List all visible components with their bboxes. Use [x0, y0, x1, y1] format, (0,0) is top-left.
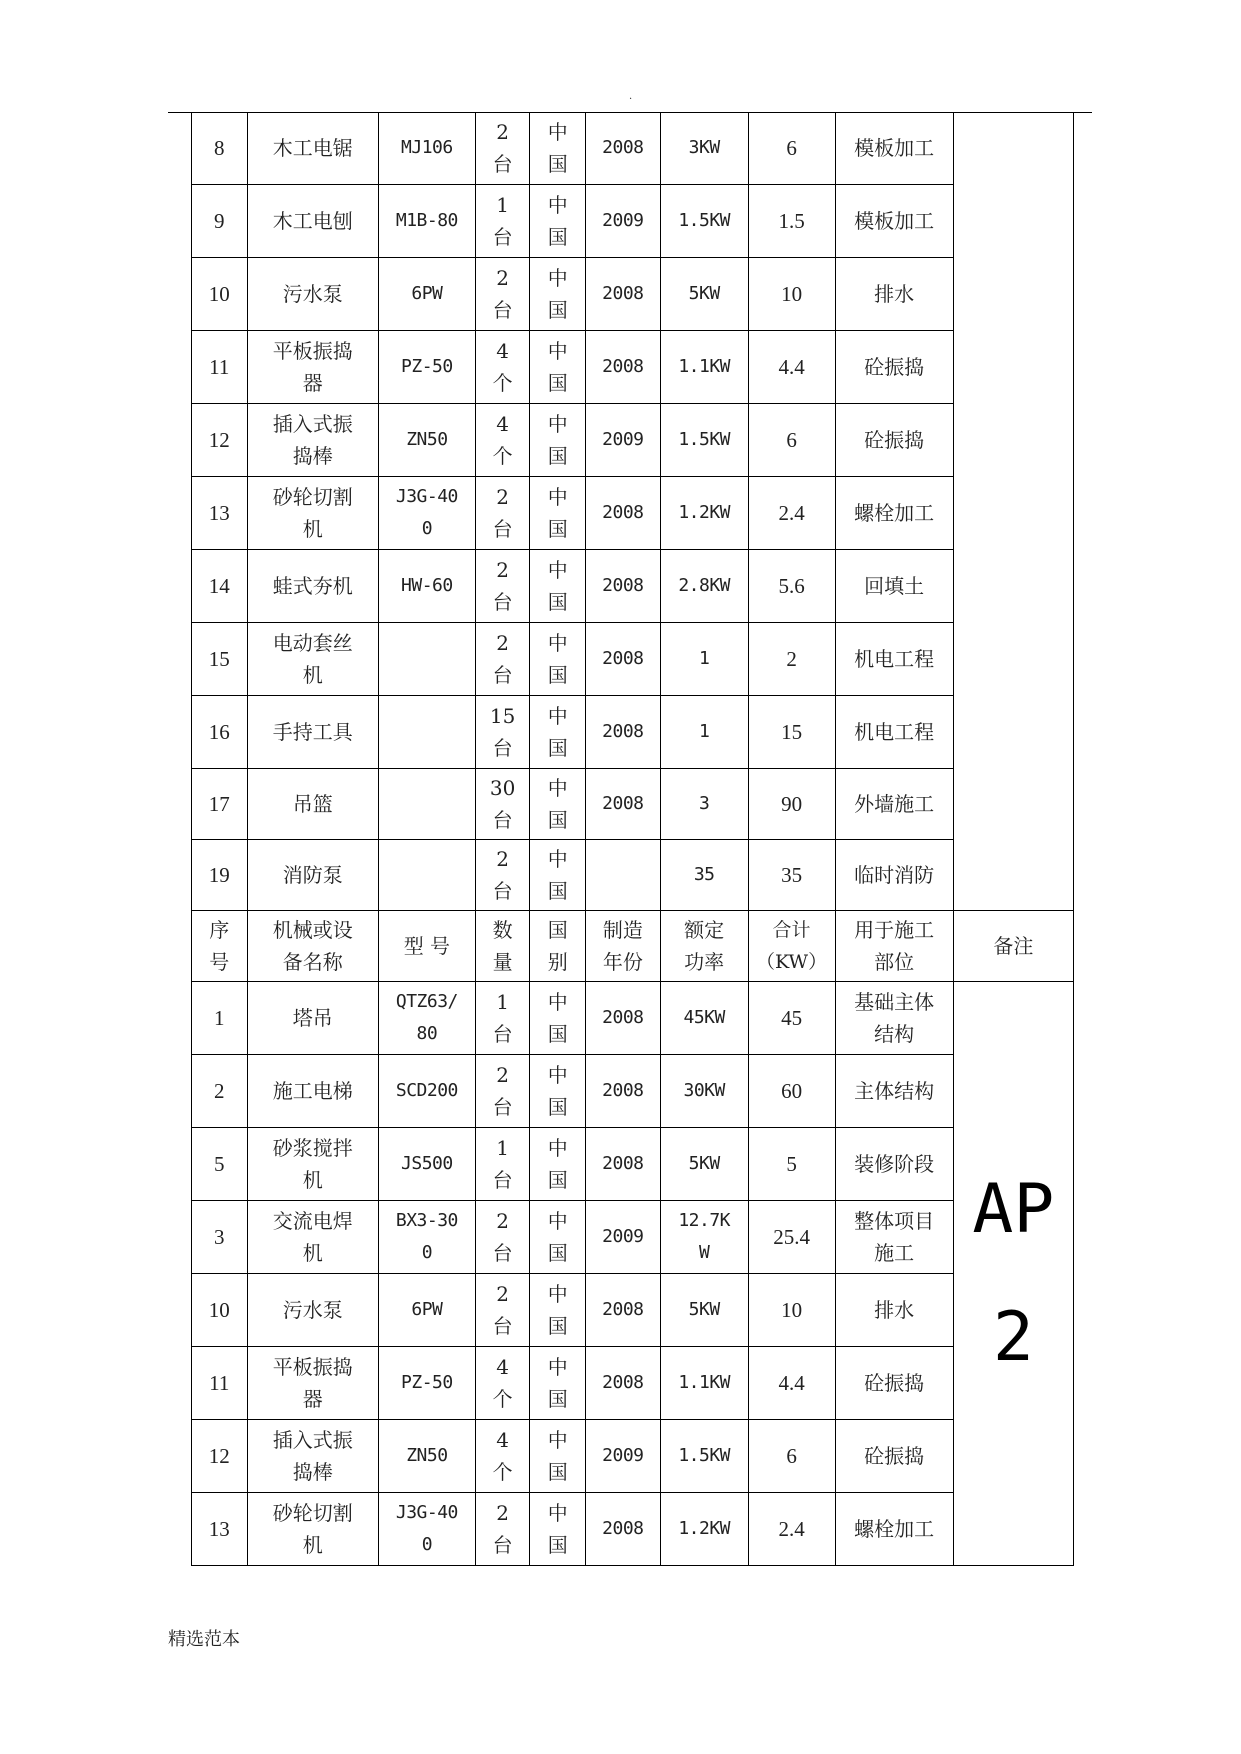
power-cell: 5KW — [660, 258, 748, 331]
total-kw-cell: 2.4 — [748, 477, 835, 550]
table-row — [192, 623, 1074, 696]
total-kw-cell: 2.4 — [748, 1493, 835, 1566]
country-cell: 中 国 — [530, 477, 586, 550]
equipment-name-cell: 污水泵 — [247, 1274, 378, 1347]
country-cell: 中 国 — [530, 1493, 586, 1566]
model-cell — [378, 769, 475, 840]
usage-cell: 整体项目 施工 — [835, 1201, 953, 1274]
quantity-cell: 2 台 — [475, 477, 530, 550]
total-kw-cell: 6 — [748, 404, 835, 477]
year-cell: 2008 — [585, 1055, 660, 1128]
column-header-row — [192, 911, 1074, 982]
table-row — [192, 1128, 1074, 1201]
usage-cell: 模板加工 — [835, 185, 953, 258]
model-cell: MJ106 — [378, 112, 475, 185]
usage-cell: 砼振捣 — [835, 404, 953, 477]
table-row — [192, 185, 1074, 258]
equipment-name-cell: 塔吊 — [247, 982, 378, 1055]
total-kw-cell: 45 — [748, 982, 835, 1055]
year-cell: 2009 — [585, 1201, 660, 1274]
seq-cell: 16 — [192, 696, 248, 769]
usage-cell: 机电工程 — [835, 623, 953, 696]
quantity-cell: 1 台 — [475, 1128, 530, 1201]
country-cell: 中 国 — [530, 623, 586, 696]
power-cell: 3 — [660, 769, 748, 840]
year-cell: 2008 — [585, 331, 660, 404]
header-seq: 序 号 — [192, 911, 248, 982]
country-cell: 中 国 — [530, 1128, 586, 1201]
power-cell: 1.5KW — [660, 185, 748, 258]
table-row — [192, 840, 1074, 911]
model-cell — [378, 623, 475, 696]
seq-cell: 9 — [192, 185, 248, 258]
year-cell: 2009 — [585, 1420, 660, 1493]
country-cell: 中 国 — [530, 1274, 586, 1347]
table-row — [192, 1493, 1074, 1566]
equipment-name-cell: 交流电焊 机 — [247, 1201, 378, 1274]
seq-cell: 17 — [192, 769, 248, 840]
usage-cell: 装修阶段 — [835, 1128, 953, 1201]
power-cell: 1.2KW — [660, 477, 748, 550]
year-cell: 2008 — [585, 769, 660, 840]
usage-cell: 回填土 — [835, 550, 953, 623]
year-cell: 2008 — [585, 258, 660, 331]
power-cell: 5KW — [660, 1128, 748, 1201]
country-cell: 中 国 — [530, 696, 586, 769]
country-cell: 中 国 — [530, 982, 586, 1055]
quantity-cell: 2 台 — [475, 623, 530, 696]
country-cell: 中 国 — [530, 404, 586, 477]
total-kw-cell: 1.5 — [748, 185, 835, 258]
country-cell: 中 国 — [530, 258, 586, 331]
usage-cell: 机电工程 — [835, 696, 953, 769]
seq-cell: 1 — [192, 982, 248, 1055]
column-header-section — [192, 911, 1074, 982]
table-row — [192, 769, 1074, 840]
model-cell: M1B-80 — [378, 185, 475, 258]
quantity-cell: 2 台 — [475, 550, 530, 623]
total-kw-cell: 6 — [748, 112, 835, 185]
quantity-cell: 4 个 — [475, 1420, 530, 1493]
seq-cell: 5 — [192, 1128, 248, 1201]
year-cell: 2008 — [585, 696, 660, 769]
total-kw-cell: 4.4 — [748, 1347, 835, 1420]
seq-cell: 13 — [192, 1493, 248, 1566]
power-cell: 1.5KW — [660, 404, 748, 477]
year-cell: 2008 — [585, 112, 660, 185]
equipment-name-cell: 吊篮 — [247, 769, 378, 840]
usage-cell: 螺栓加工 — [835, 1493, 953, 1566]
quantity-cell: 2 台 — [475, 1493, 530, 1566]
total-kw-cell: 4.4 — [748, 331, 835, 404]
power-cell: 3KW — [660, 112, 748, 185]
total-kw-cell: 35 — [748, 840, 835, 911]
model-cell — [378, 840, 475, 911]
usage-cell: 基础主体 结构 — [835, 982, 953, 1055]
table-row — [192, 477, 1074, 550]
header-country: 国 别 — [530, 911, 586, 982]
country-cell: 中 国 — [530, 769, 586, 840]
power-cell: 1 — [660, 696, 748, 769]
model-cell: JS500 — [378, 1128, 475, 1201]
country-cell: 中 国 — [530, 1201, 586, 1274]
usage-cell: 排水 — [835, 1274, 953, 1347]
seq-cell: 12 — [192, 404, 248, 477]
seq-cell: 2 — [192, 1055, 248, 1128]
power-cell: 5KW — [660, 1274, 748, 1347]
model-cell: ZN50 — [378, 404, 475, 477]
power-cell: 1.1KW — [660, 1347, 748, 1420]
year-cell: 2008 — [585, 477, 660, 550]
equipment-name-cell: 手持工具 — [247, 696, 378, 769]
quantity-cell: 4 个 — [475, 331, 530, 404]
country-cell: 中 国 — [530, 550, 586, 623]
model-cell: QTZ63/ 80 — [378, 982, 475, 1055]
model-cell: 6PW — [378, 258, 475, 331]
equipment-name-cell: 木工电刨 — [247, 185, 378, 258]
seq-cell: 10 — [192, 258, 248, 331]
year-cell: 2008 — [585, 1493, 660, 1566]
country-cell: 中 国 — [530, 1420, 586, 1493]
usage-cell: 主体结构 — [835, 1055, 953, 1128]
equipment-name-cell: 砂轮切割 机 — [247, 1493, 378, 1566]
header-total: 合计 （KW） — [748, 911, 835, 982]
power-cell: 35 — [660, 840, 748, 911]
quantity-cell: 15 台 — [475, 696, 530, 769]
header-use: 用于施工 部位 — [835, 911, 953, 982]
table-row — [192, 331, 1074, 404]
quantity-cell: 1 台 — [475, 982, 530, 1055]
seq-cell: 11 — [192, 1347, 248, 1420]
usage-cell: 砼振捣 — [835, 1420, 953, 1493]
seq-cell: 3 — [192, 1201, 248, 1274]
year-cell: 2008 — [585, 623, 660, 696]
equipment-name-cell: 砂浆搅拌 机 — [247, 1128, 378, 1201]
header-power: 额定 功率 — [660, 911, 748, 982]
power-cell: 1.2KW — [660, 1493, 748, 1566]
usage-cell: 砼振捣 — [835, 1347, 953, 1420]
equipment-name-cell: 污水泵 — [247, 258, 378, 331]
year-cell: 2008 — [585, 1128, 660, 1201]
power-cell: 2.8KW — [660, 550, 748, 623]
usage-cell: 螺栓加工 — [835, 477, 953, 550]
table-row — [192, 550, 1074, 623]
usage-cell: 排水 — [835, 258, 953, 331]
total-kw-cell: 6 — [748, 1420, 835, 1493]
header-year: 制造 年份 — [585, 911, 660, 982]
equipment-name-cell: 砂轮切割 机 — [247, 477, 378, 550]
equipment-name-cell: 消防泵 — [247, 840, 378, 911]
equipment-name-cell: 施工电梯 — [247, 1055, 378, 1128]
quantity-cell: 30 台 — [475, 769, 530, 840]
power-cell: 45KW — [660, 982, 748, 1055]
equipment-name-cell: 平板振捣 器 — [247, 331, 378, 404]
table-row — [192, 258, 1074, 331]
table-row — [192, 1274, 1074, 1347]
year-cell: 2008 — [585, 550, 660, 623]
footer-text: 精选范本 — [168, 1629, 240, 1650]
model-cell: SCD200 — [378, 1055, 475, 1128]
total-kw-cell: 5 — [748, 1128, 835, 1201]
table-row — [192, 1055, 1074, 1128]
total-kw-cell: 15 — [748, 696, 835, 769]
quantity-cell: 2 台 — [475, 258, 530, 331]
model-cell: J3G-40 0 — [378, 477, 475, 550]
quantity-cell: 4 个 — [475, 1347, 530, 1420]
table-row — [192, 404, 1074, 477]
country-cell: 中 国 — [530, 112, 586, 185]
model-cell: 6PW — [378, 1274, 475, 1347]
country-cell: 中 国 — [530, 331, 586, 404]
power-cell: 12.7K W — [660, 1201, 748, 1274]
equipment-name-cell: 平板振捣 器 — [247, 1347, 378, 1420]
year-cell: 2008 — [585, 1347, 660, 1420]
total-kw-cell: 90 — [748, 769, 835, 840]
model-cell: J3G-40 0 — [378, 1493, 475, 1566]
table-row — [192, 1420, 1074, 1493]
equipment-table — [191, 112, 1074, 1566]
power-cell: 1.5KW — [660, 1420, 748, 1493]
table-row — [192, 696, 1074, 769]
quantity-cell: 4 个 — [475, 404, 530, 477]
equipment-name-cell: 插入式振 捣棒 — [247, 404, 378, 477]
seq-cell: 12 — [192, 1420, 248, 1493]
table-row — [192, 1201, 1074, 1274]
total-kw-cell: 25.4 — [748, 1201, 835, 1274]
equipment-name-cell: 电动套丝 机 — [247, 623, 378, 696]
model-cell — [378, 696, 475, 769]
year-cell: 2008 — [585, 982, 660, 1055]
quantity-cell: 2 台 — [475, 1201, 530, 1274]
power-cell: 1.1KW — [660, 331, 748, 404]
quantity-cell: 2 台 — [475, 1274, 530, 1347]
year-cell — [585, 840, 660, 911]
header-remark: 备注 — [953, 911, 1073, 982]
power-cell: 30KW — [660, 1055, 748, 1128]
model-cell: HW-60 — [378, 550, 475, 623]
seq-cell: 11 — [192, 331, 248, 404]
model-cell: ZN50 — [378, 1420, 475, 1493]
country-cell: 中 国 — [530, 840, 586, 911]
model-cell: PZ-50 — [378, 331, 475, 404]
seq-cell: 8 — [192, 112, 248, 185]
country-cell: 中 国 — [530, 1055, 586, 1128]
usage-cell: 模板加工 — [835, 112, 953, 185]
upper-table-body — [192, 112, 1074, 911]
power-cell: 1 — [660, 623, 748, 696]
equipment-name-cell: 木工电锯 — [247, 112, 378, 185]
year-cell: 2009 — [585, 404, 660, 477]
total-kw-cell: 5.6 — [748, 550, 835, 623]
equipment-name-cell: 蛙式夯机 — [247, 550, 378, 623]
header-model: 型 号 — [378, 911, 475, 982]
table-row — [192, 112, 1074, 185]
seq-cell: 10 — [192, 1274, 248, 1347]
usage-cell: 砼振捣 — [835, 331, 953, 404]
seq-cell: 15 — [192, 623, 248, 696]
model-cell: BX3-30 0 — [378, 1201, 475, 1274]
quantity-cell: 2 台 — [475, 1055, 530, 1128]
table-row — [192, 982, 1074, 1055]
header-qty: 数 量 — [475, 911, 530, 982]
year-cell: 2008 — [585, 1274, 660, 1347]
remark-cell — [953, 112, 1073, 911]
remark-code-cell: AP 2 — [953, 982, 1073, 1566]
table-row — [192, 1347, 1074, 1420]
total-kw-cell: 10 — [748, 258, 835, 331]
usage-cell: 临时消防 — [835, 840, 953, 911]
quantity-cell: 2 台 — [475, 840, 530, 911]
header-dot: . — [629, 91, 633, 102]
total-kw-cell: 2 — [748, 623, 835, 696]
model-cell: PZ-50 — [378, 1347, 475, 1420]
quantity-cell: 1 台 — [475, 185, 530, 258]
total-kw-cell: 60 — [748, 1055, 835, 1128]
quantity-cell: 2 台 — [475, 112, 530, 185]
total-kw-cell: 10 — [748, 1274, 835, 1347]
country-cell: 中 国 — [530, 185, 586, 258]
seq-cell: 13 — [192, 477, 248, 550]
seq-cell: 14 — [192, 550, 248, 623]
equipment-name-cell: 插入式振 捣棒 — [247, 1420, 378, 1493]
header-name: 机械或设 备名称 — [247, 911, 378, 982]
usage-cell: 外墙施工 — [835, 769, 953, 840]
year-cell: 2009 — [585, 185, 660, 258]
country-cell: 中 国 — [530, 1347, 586, 1420]
seq-cell: 19 — [192, 840, 248, 911]
lower-table-body — [192, 982, 1074, 1566]
